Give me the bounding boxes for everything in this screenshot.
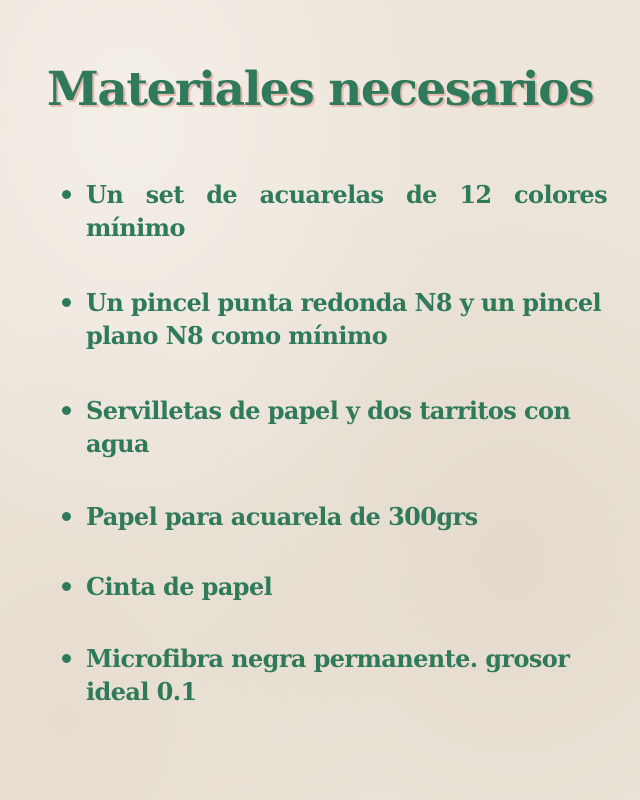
list-item-text: Papel para acuarela de 300grs (86, 502, 478, 531)
bullet-icon (62, 654, 71, 663)
list-item (62, 286, 607, 352)
list-item-text: Un pincel punta redonda N8 y un pincel plano N8 como mínimo (86, 288, 602, 350)
bullet-icon (62, 298, 71, 307)
list-item-text: Un set de acuarelas de 12 colores mínimo (86, 180, 607, 242)
bullet-icon (62, 190, 71, 199)
bullet-icon (62, 512, 71, 521)
list-item (62, 394, 607, 460)
list-item (62, 570, 607, 603)
list-item (62, 642, 607, 708)
list-item-text: Microfibra negra permanente. grosor ideal 0.1 (86, 644, 570, 706)
list-item-text: Servilletas de papel y dos tarritos con agua (86, 396, 571, 458)
list-item (62, 500, 607, 533)
list-item (62, 178, 607, 244)
list-item-text: Cinta de papel (86, 572, 273, 601)
page-title: Materiales necesarios (46, 62, 594, 117)
bullet-icon (62, 582, 71, 591)
bullet-icon (62, 406, 71, 415)
